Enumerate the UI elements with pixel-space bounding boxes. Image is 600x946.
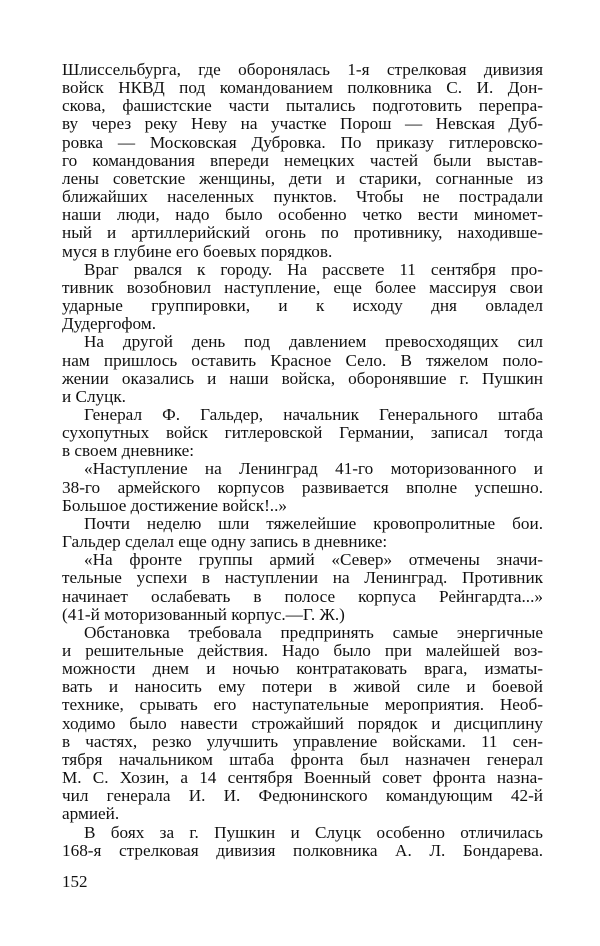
- text-line: Шлиссельбурга, где оборонялась 1-я стрелковая дивизия: [62, 60, 543, 79]
- text-line: и решительные действия. Надо было при малейшей воз-: [62, 641, 543, 660]
- text-line: 168-я стрелковая дивизия полковника А. Л. Бондарева.: [62, 840, 543, 860]
- text-line: скова, фашистские части пытались подготовить перепра-: [62, 96, 543, 116]
- text-line: го командования впереди немецких частей были выстав-: [62, 150, 543, 170]
- text-line: жении оказались и наши войска, оборонявшие г. Пушкин: [62, 368, 543, 388]
- text-line: 38-го армейского корпусов развивается вполне успешно.: [62, 477, 543, 497]
- text-line: технике, срывать его наступательные мероприятия. Необ-: [62, 695, 543, 715]
- text-line: в частях, резко улучшить управление войсками. 11 сен-: [62, 731, 543, 751]
- text-line: тября начальником штаба фронта был назначен генерал: [62, 749, 543, 769]
- text-line: Гальдер сделал еще одну запись в дневнике:: [62, 532, 388, 552]
- text-line: Генерал Ф. Гальдер, начальник Генерального штаба: [84, 404, 543, 424]
- text-line: Дудергофом.: [62, 314, 156, 334]
- text-line: Обстановка требовала предпринять самые энергичные: [84, 622, 543, 642]
- text-line: чил генерала И. И. Федюнинского командующим 42-й: [62, 786, 543, 806]
- text-line: можности днем и ночью контратаковать врага, изматы-: [62, 659, 543, 679]
- text-line: тивник возобновил наступление, еще более массируя свои: [62, 277, 543, 297]
- text-line: лены советские женщины, дети и старики, согнанные из: [62, 168, 543, 188]
- text-line: Враг рвался к городу. На рассвете 11 сентября про-: [84, 259, 543, 279]
- text-line: (41-й моторизованный корпус.—Г. Ж.): [62, 604, 345, 624]
- text-line: тельные успехи в наступлении на Ленинград. Противник: [62, 568, 543, 588]
- page-number: 152: [62, 872, 88, 891]
- text-line: войск НКВД под командованием полковника С. И. Дон-: [62, 78, 543, 98]
- text-line: и Слуцк.: [62, 386, 126, 406]
- text-line: нам пришлось оставить Красное Село. В тяжелом поло-: [62, 350, 543, 370]
- text-line: ударные группировки, и к исходу дня овладел: [62, 296, 543, 316]
- text-line: начинает ослабевать в полосе корпуса Рейнгардта...»: [62, 586, 543, 606]
- text-line: Большое достижение войск!..»: [62, 495, 287, 515]
- text-line: «На фронте группы армий «Север» отмечены значи-: [84, 550, 543, 570]
- text-line: муся в глубине его боевых порядков.: [62, 241, 333, 261]
- text-line: ный и артиллерийский огонь по противнику, находивше-: [62, 223, 543, 243]
- text-line: Почти неделю шли тяжелейшие кровопролитные бои.: [84, 513, 543, 533]
- text-line: М. С. Хозин, а 14 сентября Военный совет фронта назна-: [62, 768, 543, 788]
- text-line: сухопутных войск гитлеровской Германии, записал тогда: [62, 423, 543, 443]
- text-line: ходимо было навести строжайший порядок и дисциплину: [62, 713, 543, 733]
- text-line: На другой день под давлением превосходящих сил: [84, 332, 543, 352]
- text-line: ровка — Московская Дубровка. По приказу гитлеровско-: [62, 132, 543, 152]
- text-line: вать и наносить ему потери в живой силе и боевой: [62, 677, 543, 697]
- text-line: ближайших населенных пунктов. Чтобы не пострадали: [62, 187, 543, 207]
- text-line: в своем дневнике:: [62, 441, 195, 461]
- text-line: В боях за г. Пушкин и Слуцк особенно отличилась: [84, 822, 543, 842]
- text-line: армией.: [62, 804, 120, 824]
- text-line: ву через реку Неву на участке Порош — Невская Дуб-: [62, 114, 543, 134]
- page-body-text: [62, 61, 543, 860]
- text-line: наши люди, надо было особенно четко вести миномет-: [62, 205, 543, 225]
- text-line: «Наступление на Ленинград 41-го моторизованного и: [84, 459, 543, 479]
